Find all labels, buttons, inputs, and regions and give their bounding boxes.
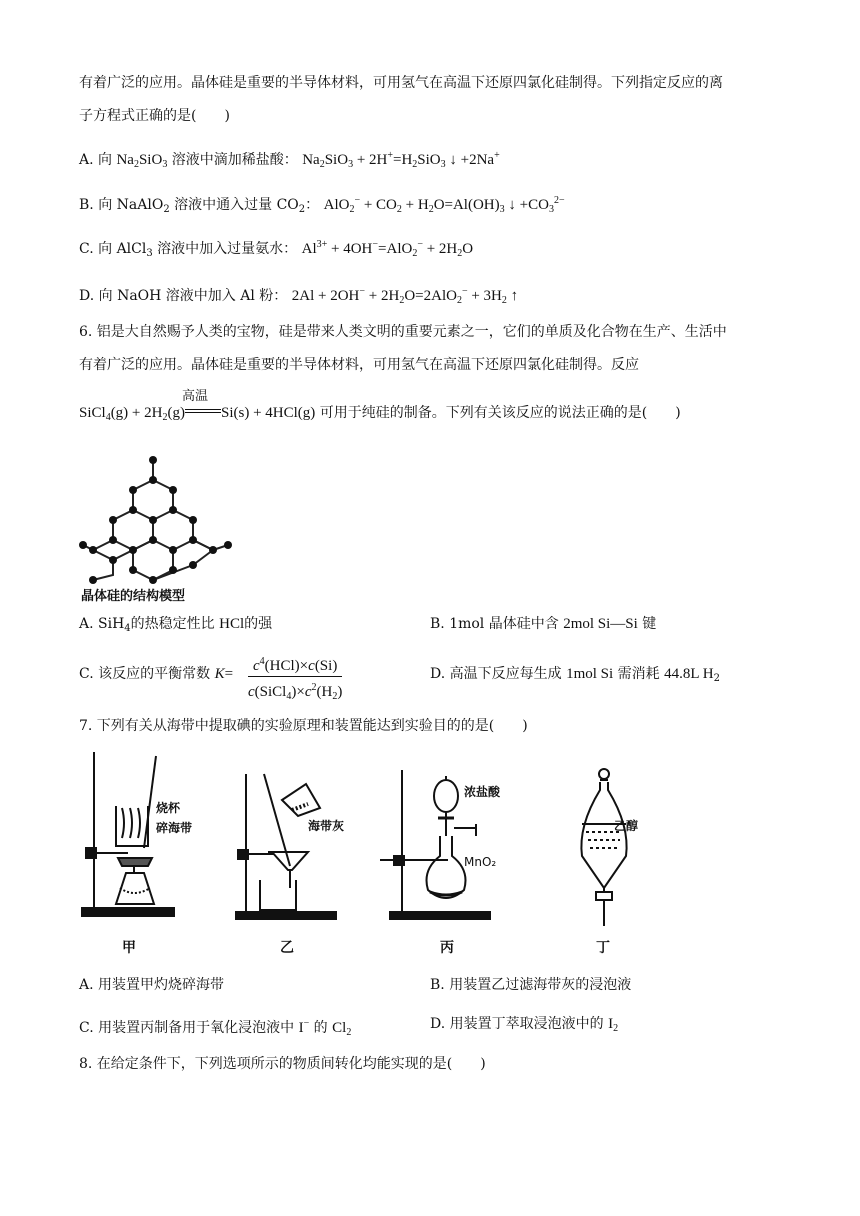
q6-option-c: C. 该反应的平衡常数 K= xyxy=(79,666,234,682)
q6-stem-line3: 可用于纯硅的制备。下列有关该反应的说法正确的是( ) xyxy=(319,405,681,421)
q6-reaction: SiCl$_4$(g) + $2H_2(g)$ 高温 Si(s) + 4HCl(g) 可用于纯硅的制备。下列有关该反应的说法正确的是( ) xyxy=(79,389,681,423)
q7-option-c: C. 用装置丙制备用于氧化浸泡液中 I− 的 $Cl_2$ xyxy=(79,1018,352,1038)
q7-d-i: I xyxy=(608,1016,614,1032)
q6-option-b xyxy=(430,614,656,634)
q6-equilibrium-fraction: $c^4(HCl)\times c(Si)$ $c(SiCl_4)\times c^2(H_2)$ xyxy=(248,652,342,707)
q6-a-text: A. SiH xyxy=(79,616,125,632)
apparatus-jia xyxy=(78,748,218,960)
q5-stem-line1: 有着广泛的应用。晶体硅是重要的半导体材料，可用氢气在高温下还原四氯化硅制得。下列指定反应的离 xyxy=(79,75,723,91)
q7-c-ion: I xyxy=(298,1020,304,1036)
label-seaweed: 碎海带 xyxy=(156,821,193,835)
q7-option-d: D. 用装置丁萃取浸泡液中的 $I_2$ xyxy=(430,1016,619,1034)
q5-c-prefix: C. 向 AlCl xyxy=(79,241,147,257)
q5-option-c: C. 向 AlCl$_3$ 溶液中加入过量氨水： $Al^{3+} + 4OH^-=AlO_2^- + 2H_2O$ xyxy=(79,239,474,259)
q5-b-mid: 溶液中通入过量 CO xyxy=(174,197,299,213)
crystal-silicon-structure-figure xyxy=(78,455,238,605)
q7-option-a: A. 用装置甲灼烧碎海带 xyxy=(79,977,225,993)
q6-stem-line2: 有着广泛的应用。晶体硅是重要的半导体材料，可用氢气在高温下还原四氯化硅制得。反应 xyxy=(79,357,639,373)
q6-a-hcl: HCl xyxy=(219,616,245,632)
q7-c-cl: Cl xyxy=(332,1020,347,1036)
apparatus-ding xyxy=(568,766,688,960)
q6-a-end: 的强 xyxy=(244,616,273,632)
caption-yi: 乙 xyxy=(280,940,294,956)
apparatus-bing xyxy=(378,766,528,960)
q7-c-text: C. 用装置丙制备用于氧化浸泡液中 xyxy=(79,1020,295,1036)
q7-option-b: B. 用装置乙过滤海带灰的浸泡液 xyxy=(430,977,632,993)
q8-stem: 8. 在给定条件下，下列选项所示的物质间转化均能实现的是( ) xyxy=(79,1056,486,1072)
q5-d-prefix: D. 向 NaOH 溶液中加入 Al 粉： xyxy=(79,288,288,304)
q5-option-a: A. 向 $Na_2SiO_3$ 溶液中滴加稀盐酸： $Na_2SiO_3 + 2H^+=H_2SiO_3$ ↓ +2Na+ xyxy=(79,150,500,170)
q5-option-d: D. 向 NaOH 溶液中加入 Al 粉： $2Al + 2OH^- + 2H_2O=2AlO_2^- + 3H_2$ ↑ xyxy=(79,286,519,306)
q6-d-text: D. 高温下反应每生成 xyxy=(430,666,562,682)
q5-b-prefix: B. 向 NaAlO xyxy=(79,197,164,213)
reaction-condition: 高温 xyxy=(181,389,208,404)
q6-c-text: C. 该反应的平衡常数 xyxy=(79,666,211,682)
q5-option-b: B. 向 NaAlO$_2$ 溶液中通入过量 $CO_2$： $AlO_2^- + CO_2 + H_2O=Al(OH)_3$ ↓ $+CO_3^{2-}$ xyxy=(79,195,565,215)
apparatus-yi xyxy=(232,770,352,960)
q5-a-prefix: A. 向 xyxy=(79,152,113,168)
q6-d-end: 44.8L H xyxy=(664,666,714,682)
label-beaker: 烧杯 xyxy=(156,801,181,815)
label-acid: 浓盐酸 xyxy=(464,785,501,799)
q6-b-end: 键 xyxy=(642,616,657,632)
q6-a-tail: 的热稳定性比 xyxy=(130,616,215,632)
label-mno2: MnO₂ xyxy=(464,855,497,869)
q6-d-mid: 1mol Si xyxy=(566,666,614,682)
q5-a-mid: 溶液中滴加稀盐酸： xyxy=(171,152,298,168)
caption-ding: 丁 xyxy=(596,940,610,956)
q6-b-text: B. 1mol 晶体硅中含 xyxy=(430,616,559,632)
q6-option-a: A. SiH$_4$的热稳定性比 HCl的强 xyxy=(79,616,273,634)
label-ethanol: 乙醇 xyxy=(614,819,639,833)
q5-stem-line2: 子方程式正确的是( ) xyxy=(79,108,230,124)
label-ash: 海带灰 xyxy=(308,819,345,833)
q6-stem-line1: 6. 铝是大自然赐予人类的宝物，硅是带来人类文明的重要元素之一，它们的单质及化合物在生产、生活中 xyxy=(79,324,727,340)
q5-c-mid: 溶液中加入过量氨水： xyxy=(157,241,298,257)
q6-option-d: D. 高温下反应每生成 1mol Si 需消耗 44.8L $H_2$ xyxy=(430,666,720,684)
q7-c-mid: 的 xyxy=(313,1020,328,1036)
q7-d-text: D. 用装置丁萃取浸泡液中的 xyxy=(430,1016,604,1032)
caption-bing: 丙 xyxy=(440,940,454,956)
q7-stem: 7. 下列有关从海带中提取碘的实验原理和装置能达到实验目的的是( ) xyxy=(79,718,528,734)
q6-b-tail: 2mol Si—Si xyxy=(563,616,638,632)
figure-caption: 晶体硅的结构模型 xyxy=(81,589,186,604)
q6-d-mid2: 需消耗 xyxy=(617,666,660,682)
caption-jia: 甲 xyxy=(122,940,136,956)
